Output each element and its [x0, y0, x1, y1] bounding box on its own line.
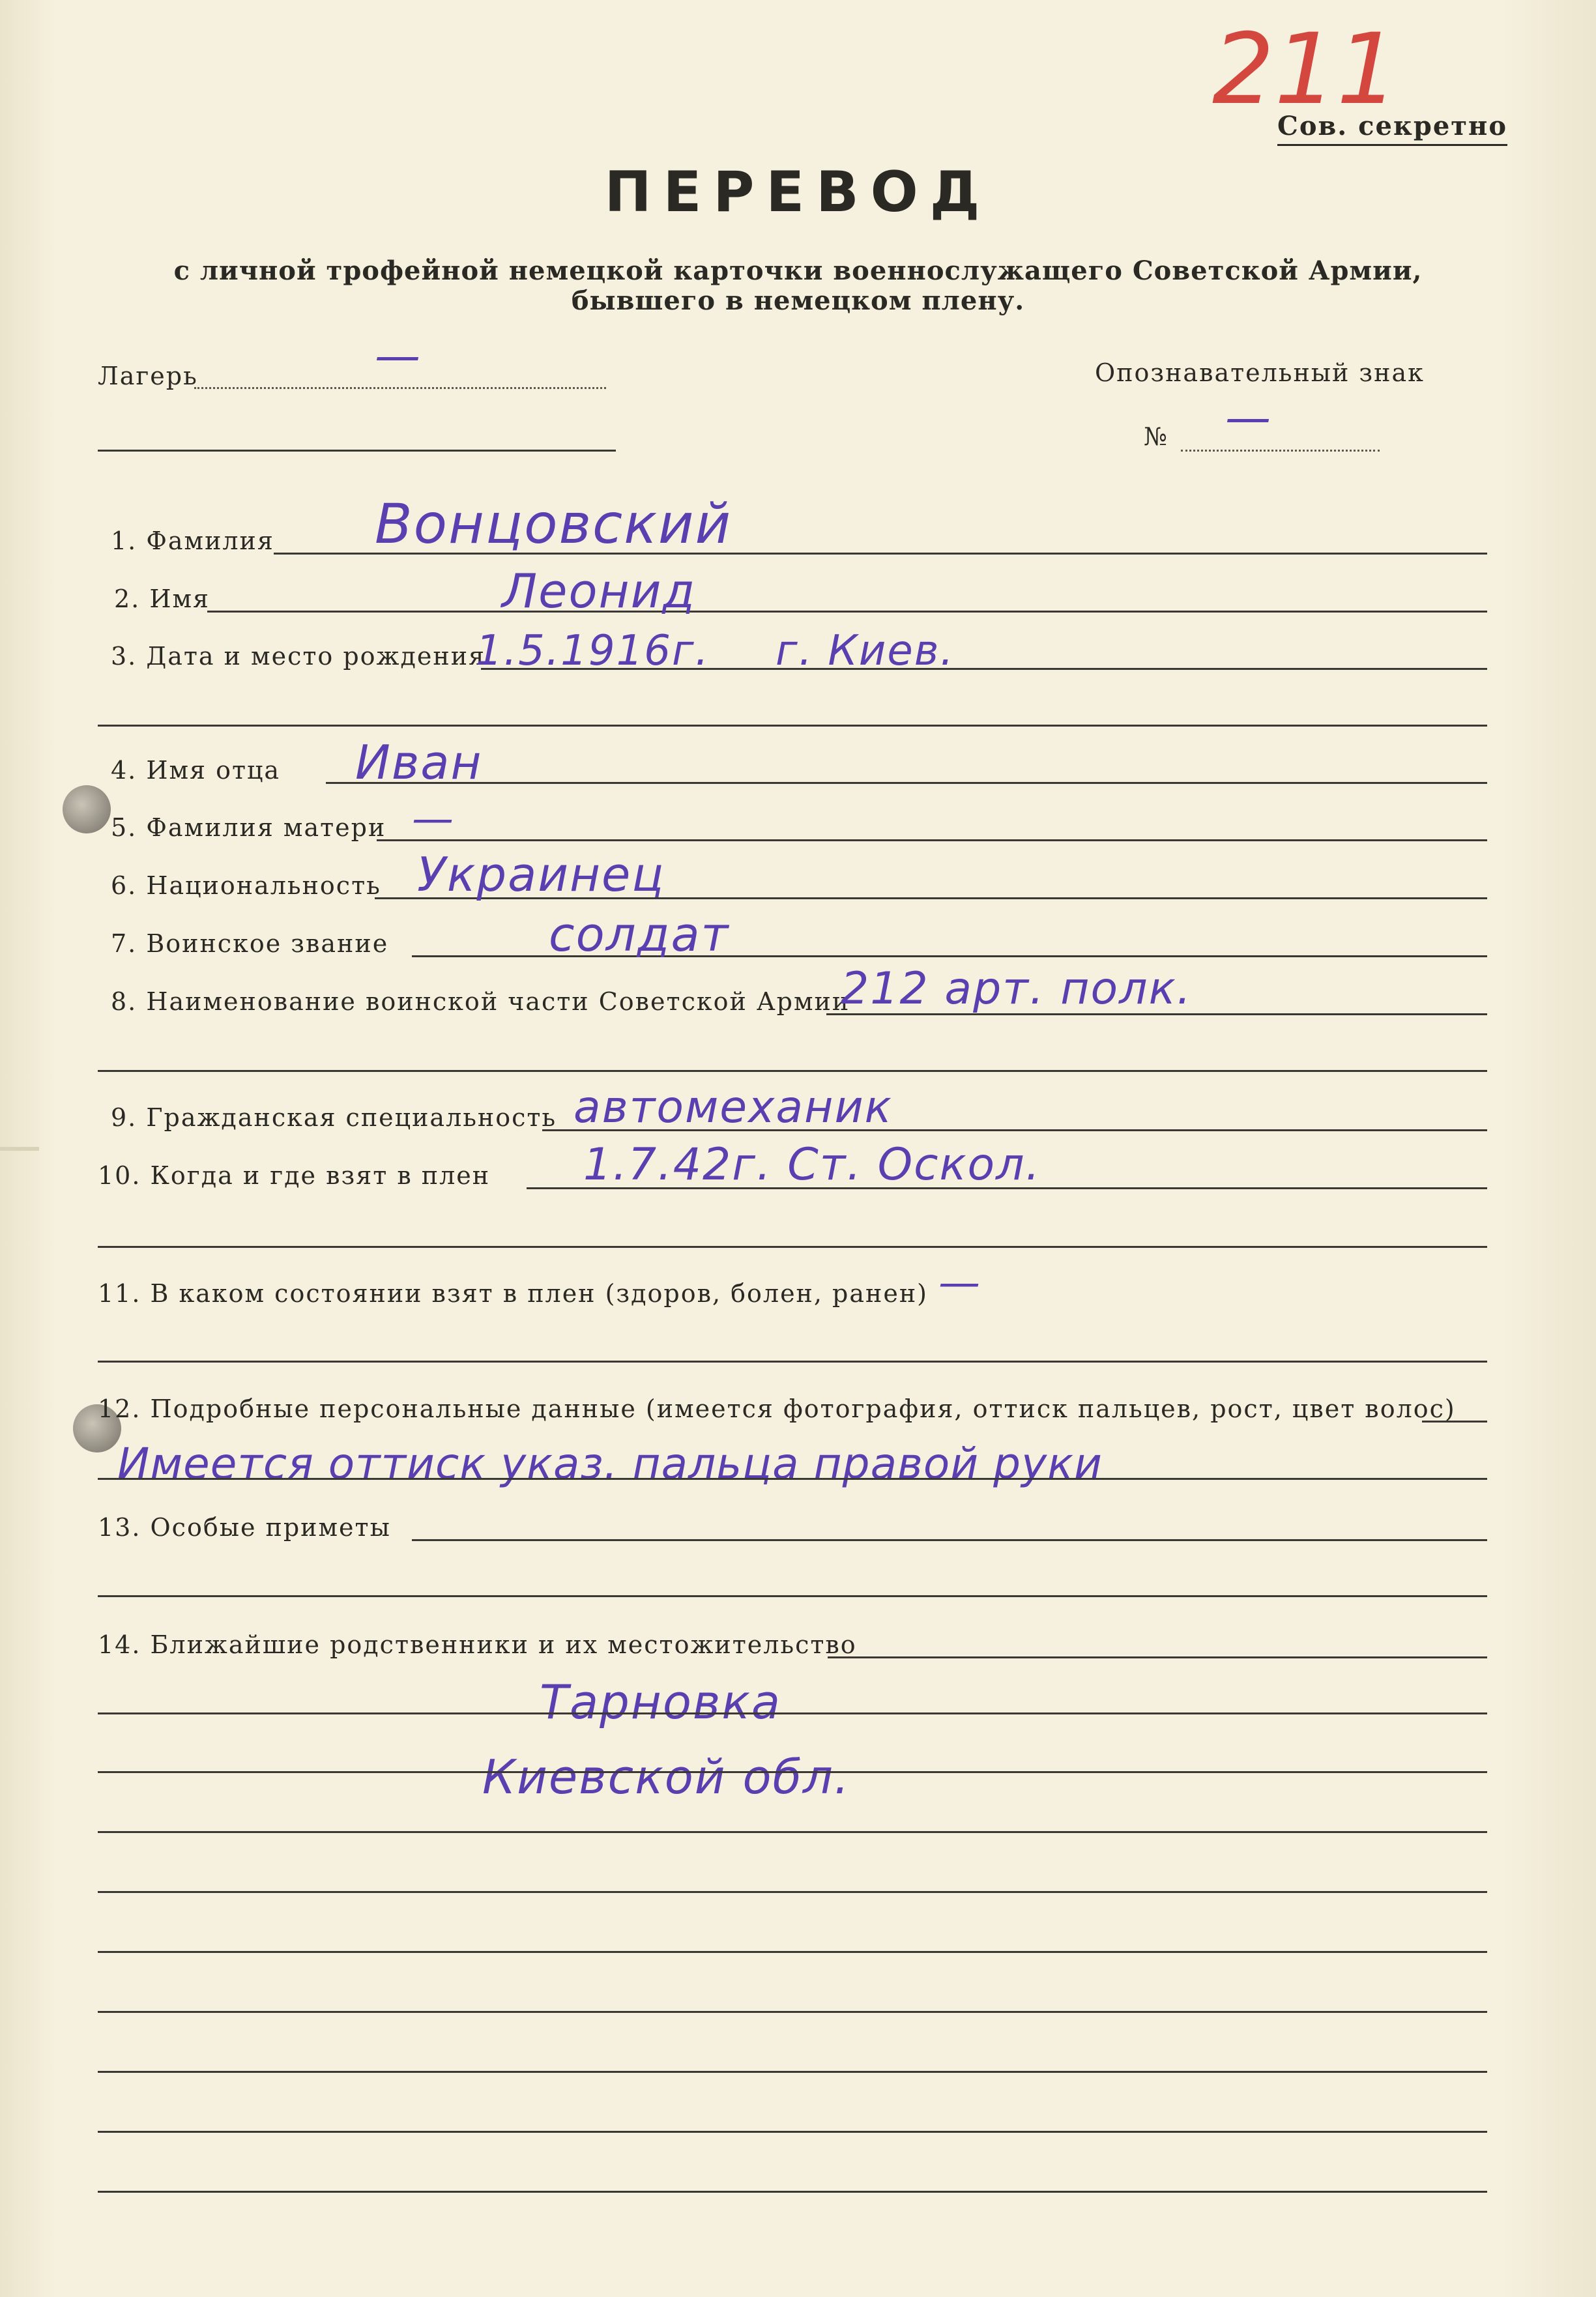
field-12-label: 12. Подробные персональные данные (имеется фотография, оттиск пальцев, рост, цвет волос)	[98, 1394, 1456, 1423]
relatives-line	[98, 2191, 1487, 2193]
field-13-line	[412, 1539, 1487, 1541]
relatives-line	[98, 1831, 1487, 1833]
id-number-label: №	[1144, 422, 1168, 451]
id-number-line	[1181, 450, 1380, 452]
camp-value: —	[375, 329, 422, 383]
punch-hole	[63, 785, 111, 833]
relatives-line	[98, 1712, 1487, 1714]
field-2-line	[207, 611, 1487, 613]
field-12-value: Имеется оттиск указ. пальца правой руки	[117, 1439, 1103, 1489]
field-11-label: 11. В каком состоянии взят в плен (здоров, болен, ранен)	[98, 1279, 928, 1308]
relatives-line	[98, 1891, 1487, 1893]
subtitle-line-1: с личной трофейной немецкой карточки военнослужащего Советской Армии,	[173, 255, 1423, 286]
classification-label: Сов. секретно	[1277, 111, 1507, 146]
field-1-label: 1. Фамилия	[111, 527, 274, 555]
camp-line	[194, 387, 606, 389]
relatives-line	[98, 2011, 1487, 2013]
field-14-value-line-1: Тарновка	[540, 1675, 781, 1729]
field-13-label: 13. Особые приметы	[98, 1513, 391, 1542]
field-14-line	[828, 1656, 1487, 1658]
relatives-line	[98, 1951, 1487, 1953]
field-11-line	[98, 1361, 1487, 1363]
field-5-line	[377, 839, 1487, 841]
field-13-line-2	[98, 1595, 1487, 1597]
field-4-value: Иван	[355, 735, 483, 790]
page-fold	[0, 1147, 39, 1151]
subtitle-line-2: бывшего в немецком плену.	[571, 285, 1025, 316]
field-8-line-2	[98, 1070, 1487, 1072]
relatives-line	[98, 2071, 1487, 2073]
field-10-line-2	[98, 1246, 1487, 1248]
field-3-date: 1.5.1916г.	[476, 627, 710, 675]
page-title: ПЕРЕВОД	[604, 160, 992, 225]
field-8-label: 8. Наименование воинской части Советской Армии	[111, 987, 850, 1016]
field-12-line-2	[98, 1478, 1487, 1480]
field-14-value-line-2: Киевской обл.	[482, 1750, 850, 1804]
relatives-line	[98, 1771, 1487, 1773]
field-2-value: Леонид	[502, 564, 697, 618]
field-11-value: —	[938, 1259, 981, 1307]
camp-label: Лагерь	[98, 362, 198, 390]
field-5-label: 5. Фамилия матери	[111, 813, 386, 842]
id-mark-label: Опознавательный знак	[1095, 358, 1425, 387]
field-12-line	[1422, 1421, 1487, 1423]
field-6-label: 6. Национальность	[111, 871, 381, 900]
field-3-label: 3. Дата и место рождения	[111, 642, 486, 671]
id-number-value: —	[1225, 391, 1272, 444]
field-3-line-2	[98, 725, 1487, 727]
field-10-label: 10. Когда и где взят в плен	[98, 1161, 491, 1190]
field-9-value: автомеханик	[573, 1082, 893, 1133]
camp-line-2	[98, 450, 616, 452]
field-7-value: солдат	[549, 907, 730, 962]
field-10-value: 1.7.42г. Ст. Оскол.	[583, 1139, 1041, 1191]
field-1-value: Вонцовский	[375, 492, 733, 556]
field-5-value: —	[412, 795, 455, 843]
field-2-label: 2. Имя	[114, 585, 210, 613]
field-14-label: 14. Ближайшие родственники и их местожительство	[98, 1630, 857, 1659]
field-6-value: Украинец	[417, 847, 665, 902]
field-4-label: 4. Имя отца	[111, 756, 281, 785]
field-7-label: 7. Воинское звание	[111, 929, 389, 958]
field-4-line	[326, 782, 1487, 784]
field-8-value: 212 арт. полк.	[841, 963, 1193, 1015]
field-9-label: 9. Гражданская специальность	[111, 1103, 557, 1132]
archive-number: 211	[1212, 13, 1399, 126]
field-3-place: г. Киев.	[776, 627, 955, 675]
relatives-line	[98, 2131, 1487, 2133]
